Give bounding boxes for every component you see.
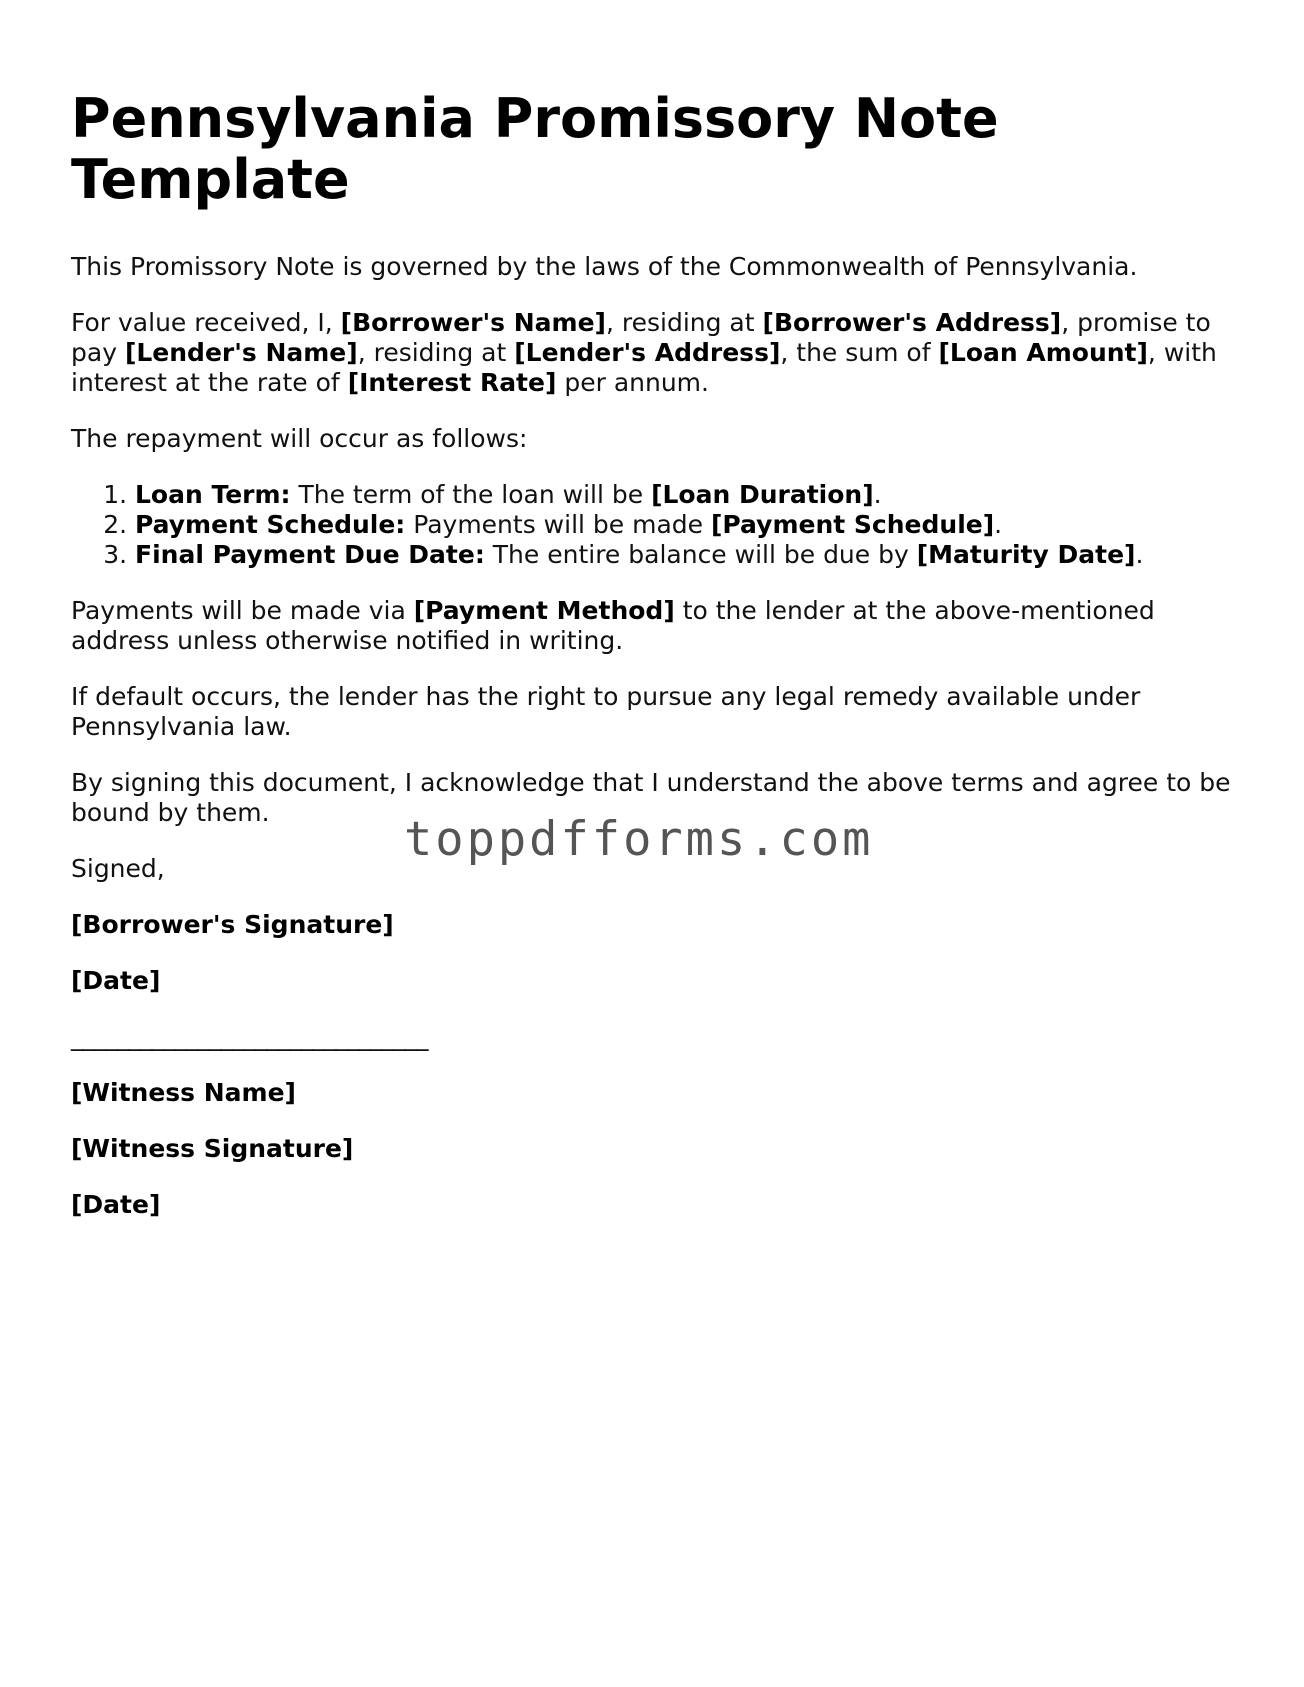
borrower-date: [Date] (71, 966, 161, 995)
list-item: 1. Loan Term: The term of the loan will be [Loan Duration]. (135, 480, 1231, 510)
final-payment-label: Final Payment Due Date: (135, 540, 485, 569)
signed-label: Signed, (71, 854, 165, 883)
borrower-address-field: [Borrower's Address] (762, 308, 1062, 337)
acknowledge-paragraph: By signing this document, I acknowledge that I understand the above terms and agree to be bound by them. (71, 768, 1231, 827)
list-item: 3. Final Payment Due Date: The entire balance will be due by [Maturity Date]. (135, 540, 1231, 570)
loan-duration-field: [Loan Duration] (651, 480, 874, 509)
payment-method-paragraph: Payments will be made via [Payment Method] to the lender at the above-mentioned address unless otherwise notified in writing. (71, 596, 1155, 655)
governing-law-paragraph: This Promissory Note is governed by the laws of the Commonwealth of Pennsylvania. (71, 252, 1138, 281)
witness-signature: [Witness Signature] (71, 1134, 354, 1163)
witness-name: [Witness Name] (71, 1078, 296, 1107)
default-paragraph: If default occurs, the lender has the right to pursue any legal remedy available under Pennsylvania law. (71, 682, 1141, 741)
loan-amount-field: [Loan Amount] (938, 338, 1148, 367)
value-received-paragraph: For value received, I, [Borrower's Name], residing at [Borrower's Address], promise to pay [Lender's Name], residing at [Lender's Address], the sum of [Loan Amount], with interest at the rate of [Interest Rate] per annum. (71, 308, 1217, 397)
witness-date: [Date] (71, 1190, 161, 1219)
repayment-intro: The repayment will occur as follows: (71, 424, 528, 453)
lender-address-field: [Lender's Address] (514, 338, 781, 367)
maturity-date-field: [Maturity Date] (916, 540, 1136, 569)
payment-method-field: [Payment Method] (413, 596, 675, 625)
payment-schedule-field: [Payment Schedule] (710, 510, 995, 539)
loan-term-label: Loan Term: (135, 480, 291, 509)
document-title: Pennsylvania Promissory Note Template (71, 87, 999, 211)
borrower-signature: [Borrower's Signature] (71, 910, 394, 939)
list-item: 2. Payment Schedule: Payments will be made [Payment Schedule]. (135, 510, 1231, 540)
borrower-name-field: [Borrower's Name] (340, 308, 606, 337)
witness-signature-line: _______________________________ (71, 1022, 428, 1051)
document-page (71, 88, 1231, 1246)
watermark: toppdfforms.com (404, 812, 874, 867)
lender-name-field: [Lender's Name] (124, 338, 358, 367)
payment-schedule-label: Payment Schedule: (135, 510, 406, 539)
interest-rate-field: [Interest Rate] (347, 368, 557, 397)
repayment-list (71, 480, 1231, 570)
